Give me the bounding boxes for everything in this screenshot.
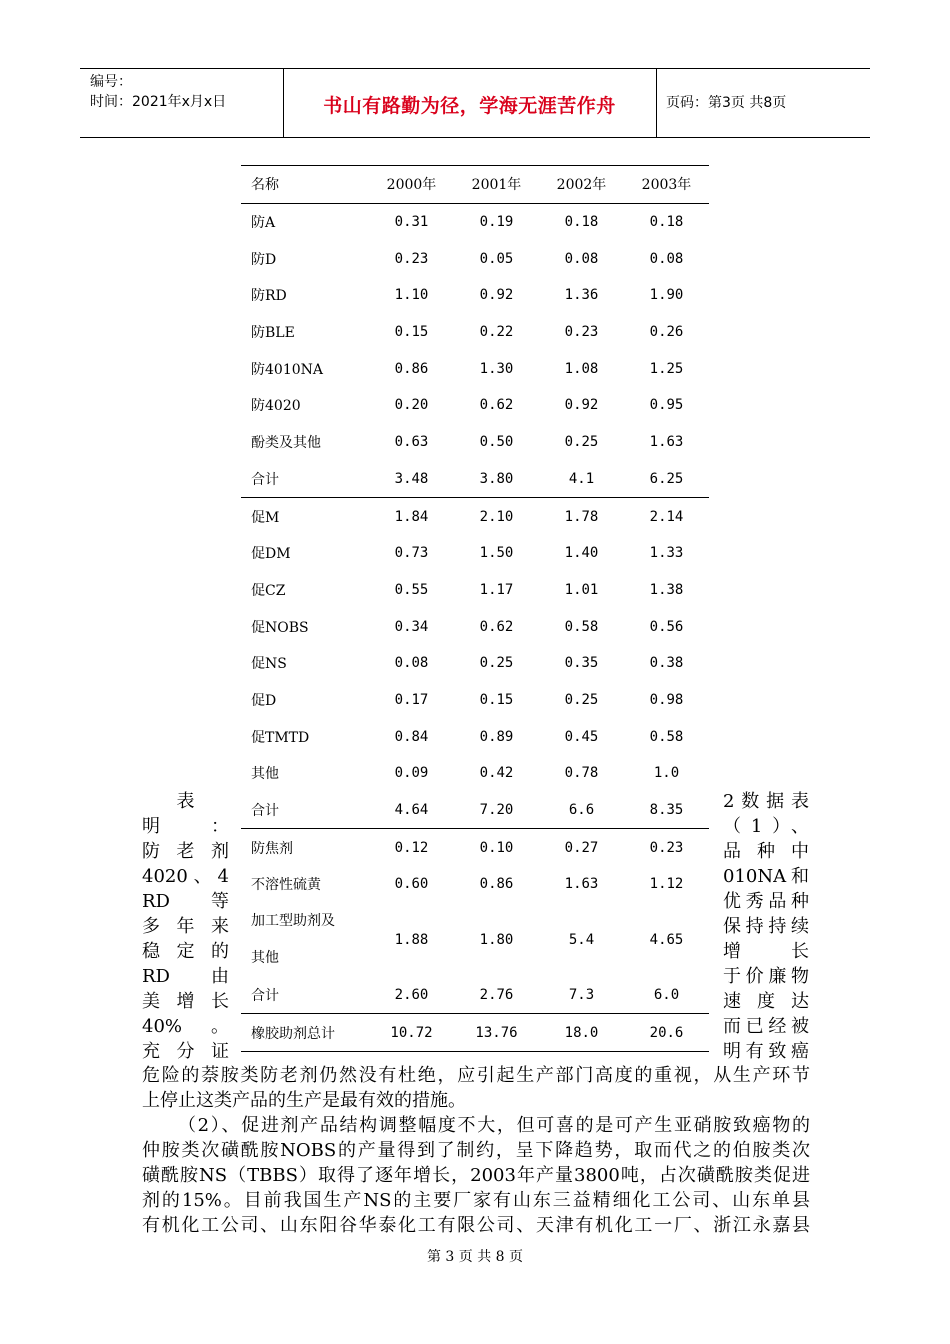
table-row <box>241 866 709 903</box>
row-value: 0.55 <box>394 581 429 598</box>
row-value: 0.20 <box>394 397 429 414</box>
row-value: 0.25 <box>479 655 514 672</box>
text-line: 010NA和 <box>723 866 809 887</box>
row-value: 0.08 <box>649 250 684 267</box>
row-name: 促NS <box>251 656 287 673</box>
table-body <box>241 166 709 1052</box>
table-row <box>241 535 709 572</box>
row-value: 2.76 <box>454 977 539 1014</box>
row-value: 0.23 <box>394 250 429 267</box>
row-name: 防A <box>251 215 276 232</box>
row-value: 4.65 <box>649 931 684 948</box>
table-row <box>241 277 709 314</box>
row-value: 0.58 <box>564 618 599 635</box>
header-meta-cell <box>80 69 284 137</box>
row-value: 0.73 <box>394 545 429 562</box>
row-name: 促D <box>251 692 277 709</box>
table-row <box>241 572 709 609</box>
header-motto: 书山有路勤为径，学海无涯苦作舟 <box>323 95 616 117</box>
row-value: 0.12 <box>394 839 429 856</box>
row-name: 促TMTD <box>251 729 310 746</box>
row-name: 防RD <box>251 288 287 305</box>
row-value: 1.08 <box>564 360 599 377</box>
text-line: 品种中 <box>723 841 809 862</box>
row-value: 0.08 <box>394 655 429 672</box>
row-value: 0.50 <box>479 434 514 451</box>
body-text <box>142 1063 810 1238</box>
row-value: 0.35 <box>564 655 599 672</box>
row-value: 0.62 <box>479 397 514 414</box>
row-value: 0.19 <box>479 214 514 231</box>
table-row <box>241 240 709 277</box>
row-value: 1.38 <box>649 581 684 598</box>
text-line: 40% 。 <box>142 1016 229 1037</box>
row-name: 防BLE <box>251 325 295 342</box>
row-value: 0.26 <box>649 324 684 341</box>
row-name: 防4010NA <box>251 361 323 378</box>
table-row <box>241 792 709 829</box>
row-value: 0.95 <box>649 397 684 414</box>
table-row <box>241 718 709 755</box>
row-name: 橡胶助剂总计 <box>241 1014 369 1052</box>
row-value: 0.98 <box>649 691 684 708</box>
row-value: 13.76 <box>454 1014 539 1052</box>
table-row <box>241 461 709 498</box>
table-row <box>241 350 709 387</box>
text-line: 4020、4 <box>142 866 229 887</box>
table-row <box>241 608 709 645</box>
row-value: 2.60 <box>369 977 454 1014</box>
row-value: 1.12 <box>649 876 684 893</box>
row-value: 0.18 <box>564 214 599 231</box>
row-value: 20.6 <box>624 1014 709 1052</box>
text-line: RD 由 <box>142 966 229 987</box>
row-name: 防4020 <box>251 398 301 415</box>
column-header: 2001年 <box>454 166 539 204</box>
text-line: 优秀品种 <box>723 891 809 912</box>
page-header <box>80 68 870 138</box>
table-row <box>241 203 709 240</box>
right-side-text <box>723 789 809 1064</box>
row-value: 1.36 <box>564 287 599 304</box>
column-header: 2002年 <box>539 166 624 204</box>
table-row <box>241 314 709 351</box>
text-line: 防老剂 <box>142 841 229 862</box>
text-line: 于价廉物 <box>723 966 809 987</box>
text-line: 2数据表 <box>723 791 809 812</box>
row-value: 5.4 <box>568 931 595 948</box>
row-name: 其他 <box>251 766 279 783</box>
table-row <box>241 387 709 424</box>
text-line: 磺酰胺NS（TBBS）取得了逐年增长，2003年产量3800吨，占次磺酰胺类促进 <box>142 1165 810 1186</box>
row-name: 合计 <box>241 977 369 1014</box>
row-value: 0.23 <box>564 324 599 341</box>
row-value: 4.1 <box>539 461 624 498</box>
document-date-label: 时间：2021年x月x日 <box>90 94 227 110</box>
row-value: 4.64 <box>369 792 454 829</box>
table-header-row <box>241 166 709 204</box>
row-value: 1.30 <box>479 360 514 377</box>
text-line: 充分证 <box>142 1041 229 1062</box>
row-name: 防焦剂 <box>251 840 293 857</box>
row-name: 防D <box>251 251 277 268</box>
row-value: 0.63 <box>394 434 429 451</box>
row-name: 不溶性硫黄 <box>251 877 321 894</box>
row-name: 促CZ <box>251 582 286 599</box>
row-value: 0.86 <box>394 360 429 377</box>
row-value: 8.35 <box>624 792 709 829</box>
row-value: 1.25 <box>649 360 684 377</box>
column-header: 名称 <box>241 166 369 204</box>
row-value: 10.72 <box>369 1014 454 1052</box>
row-value: 1.80 <box>479 931 514 948</box>
row-value: 1.10 <box>394 287 429 304</box>
row-value: 0.15 <box>394 324 429 341</box>
row-value: 0.25 <box>564 434 599 451</box>
left-side-text <box>142 789 229 1064</box>
row-value: 1.01 <box>564 581 599 598</box>
page-footer: 第 3 页 共 8 页 <box>426 1249 524 1265</box>
row-value: 0.42 <box>479 765 514 782</box>
row-name: 促DM <box>251 546 291 563</box>
row-value: 6.25 <box>624 461 709 498</box>
row-value: 1.63 <box>649 434 684 451</box>
row-value: 0.62 <box>479 618 514 635</box>
table-row <box>241 829 709 866</box>
row-value: 1.33 <box>649 545 684 562</box>
row-value: 1.17 <box>479 581 514 598</box>
text-line: 而已经被 <box>723 1016 809 1037</box>
row-value: 1.0 <box>653 765 680 782</box>
row-value: 3.48 <box>369 461 454 498</box>
row-name: 酚类及其他 <box>251 435 321 452</box>
row-value: 7.3 <box>539 977 624 1014</box>
text-line: （2）、促进剂产品结构调整幅度不大，但可喜的是可产生亚硝胺致癌物的 <box>178 1115 810 1136</box>
row-value: 1.88 <box>394 931 429 948</box>
row-name: 促NOBS <box>251 619 309 636</box>
table-row <box>241 755 709 792</box>
row-value: 0.84 <box>394 728 429 745</box>
row-value: 3.80 <box>454 461 539 498</box>
row-value: 0.25 <box>564 691 599 708</box>
header-page-number: 页码：第3页 共8页 <box>666 95 787 111</box>
text-line: 多年来 <box>142 916 229 937</box>
row-value: 18.0 <box>539 1014 624 1052</box>
row-value: 6.0 <box>624 977 709 1014</box>
row-value: 1.78 <box>564 508 599 525</box>
row-value: 1.50 <box>479 545 514 562</box>
text-line: 仲胺类次磺酰胺NOBS的产量得到了制约，呈下降趋势，取而代之的伯胺类次 <box>142 1140 810 1161</box>
row-name-line: 其他 <box>251 949 279 966</box>
row-value: 0.38 <box>649 655 684 672</box>
table-row <box>241 424 709 461</box>
row-value: 0.08 <box>564 250 599 267</box>
row-value: 0.60 <box>394 876 429 893</box>
row-value: 1.84 <box>394 508 429 525</box>
table-row <box>241 903 709 977</box>
table-row <box>241 498 709 535</box>
row-value: 0.78 <box>564 765 599 782</box>
row-name: 合计 <box>241 792 369 829</box>
row-value: 0.34 <box>394 618 429 635</box>
row-value: 0.92 <box>479 287 514 304</box>
text-line: 保持持续 <box>723 916 809 937</box>
row-name: 促M <box>251 509 280 526</box>
production-table <box>241 165 709 1052</box>
text-line: 有机化工公司、山东阳谷华泰化工有限公司、天津有机化工一厂、浙江永嘉县 <box>142 1215 810 1236</box>
text-line: （1）、 <box>723 816 809 837</box>
column-header: 2003年 <box>624 166 709 204</box>
text-line: RD 等 <box>142 891 229 912</box>
column-header: 2000年 <box>369 166 454 204</box>
text-line: 稳定的 <box>142 941 229 962</box>
header-motto-cell <box>283 69 657 137</box>
text-line: 美增长 <box>142 991 229 1012</box>
row-value: 0.86 <box>479 876 514 893</box>
row-value: 2.14 <box>649 508 684 525</box>
row-value: 0.17 <box>394 691 429 708</box>
row-value: 0.45 <box>564 728 599 745</box>
row-value: 0.31 <box>394 214 429 231</box>
text-line: 上停止这类产品的生产是最有效的措施。 <box>142 1090 466 1111</box>
text-line: 表 <box>176 791 195 812</box>
row-value: 0.89 <box>479 728 514 745</box>
table-row <box>241 645 709 682</box>
table-row <box>241 682 709 719</box>
text-line: 速度达 <box>723 991 809 1012</box>
header-page-cell <box>656 69 870 137</box>
row-value: 7.20 <box>454 792 539 829</box>
table-row <box>241 977 709 1014</box>
row-value: 0.18 <box>649 214 684 231</box>
row-value: 0.23 <box>649 839 684 856</box>
row-value: 0.15 <box>479 691 514 708</box>
row-value: 1.40 <box>564 545 599 562</box>
text-line: 明有致癌 <box>723 1041 809 1062</box>
row-value: 0.27 <box>564 839 599 856</box>
row-value: 0.09 <box>394 765 429 782</box>
row-value: 6.6 <box>539 792 624 829</box>
row-value: 0.10 <box>479 839 514 856</box>
document-code-label: 编号： <box>90 74 132 90</box>
text-line: 明 ： <box>142 816 229 837</box>
row-value: 0.58 <box>649 728 684 745</box>
row-value: 1.63 <box>564 876 599 893</box>
row-value: 0.22 <box>479 324 514 341</box>
row-value: 0.56 <box>649 618 684 635</box>
text-line: 剂的15%。目前我国生产NS的主要厂家有山东三益精细化工公司、山东单县 <box>142 1190 810 1211</box>
row-value: 1.90 <box>649 287 684 304</box>
table-row <box>241 1014 709 1052</box>
text-line: 增 长 <box>723 941 809 962</box>
row-value: 0.92 <box>564 397 599 414</box>
row-name <box>241 903 369 977</box>
row-value: 2.10 <box>479 508 514 525</box>
row-name: 合计 <box>241 461 369 498</box>
row-value: 0.05 <box>479 250 514 267</box>
text-line: 危险的萘胺类防老剂仍然没有杜绝，应引起生产部门高度的重视，从生产环节 <box>142 1065 810 1086</box>
row-name-line: 加工型助剂及 <box>251 912 335 929</box>
